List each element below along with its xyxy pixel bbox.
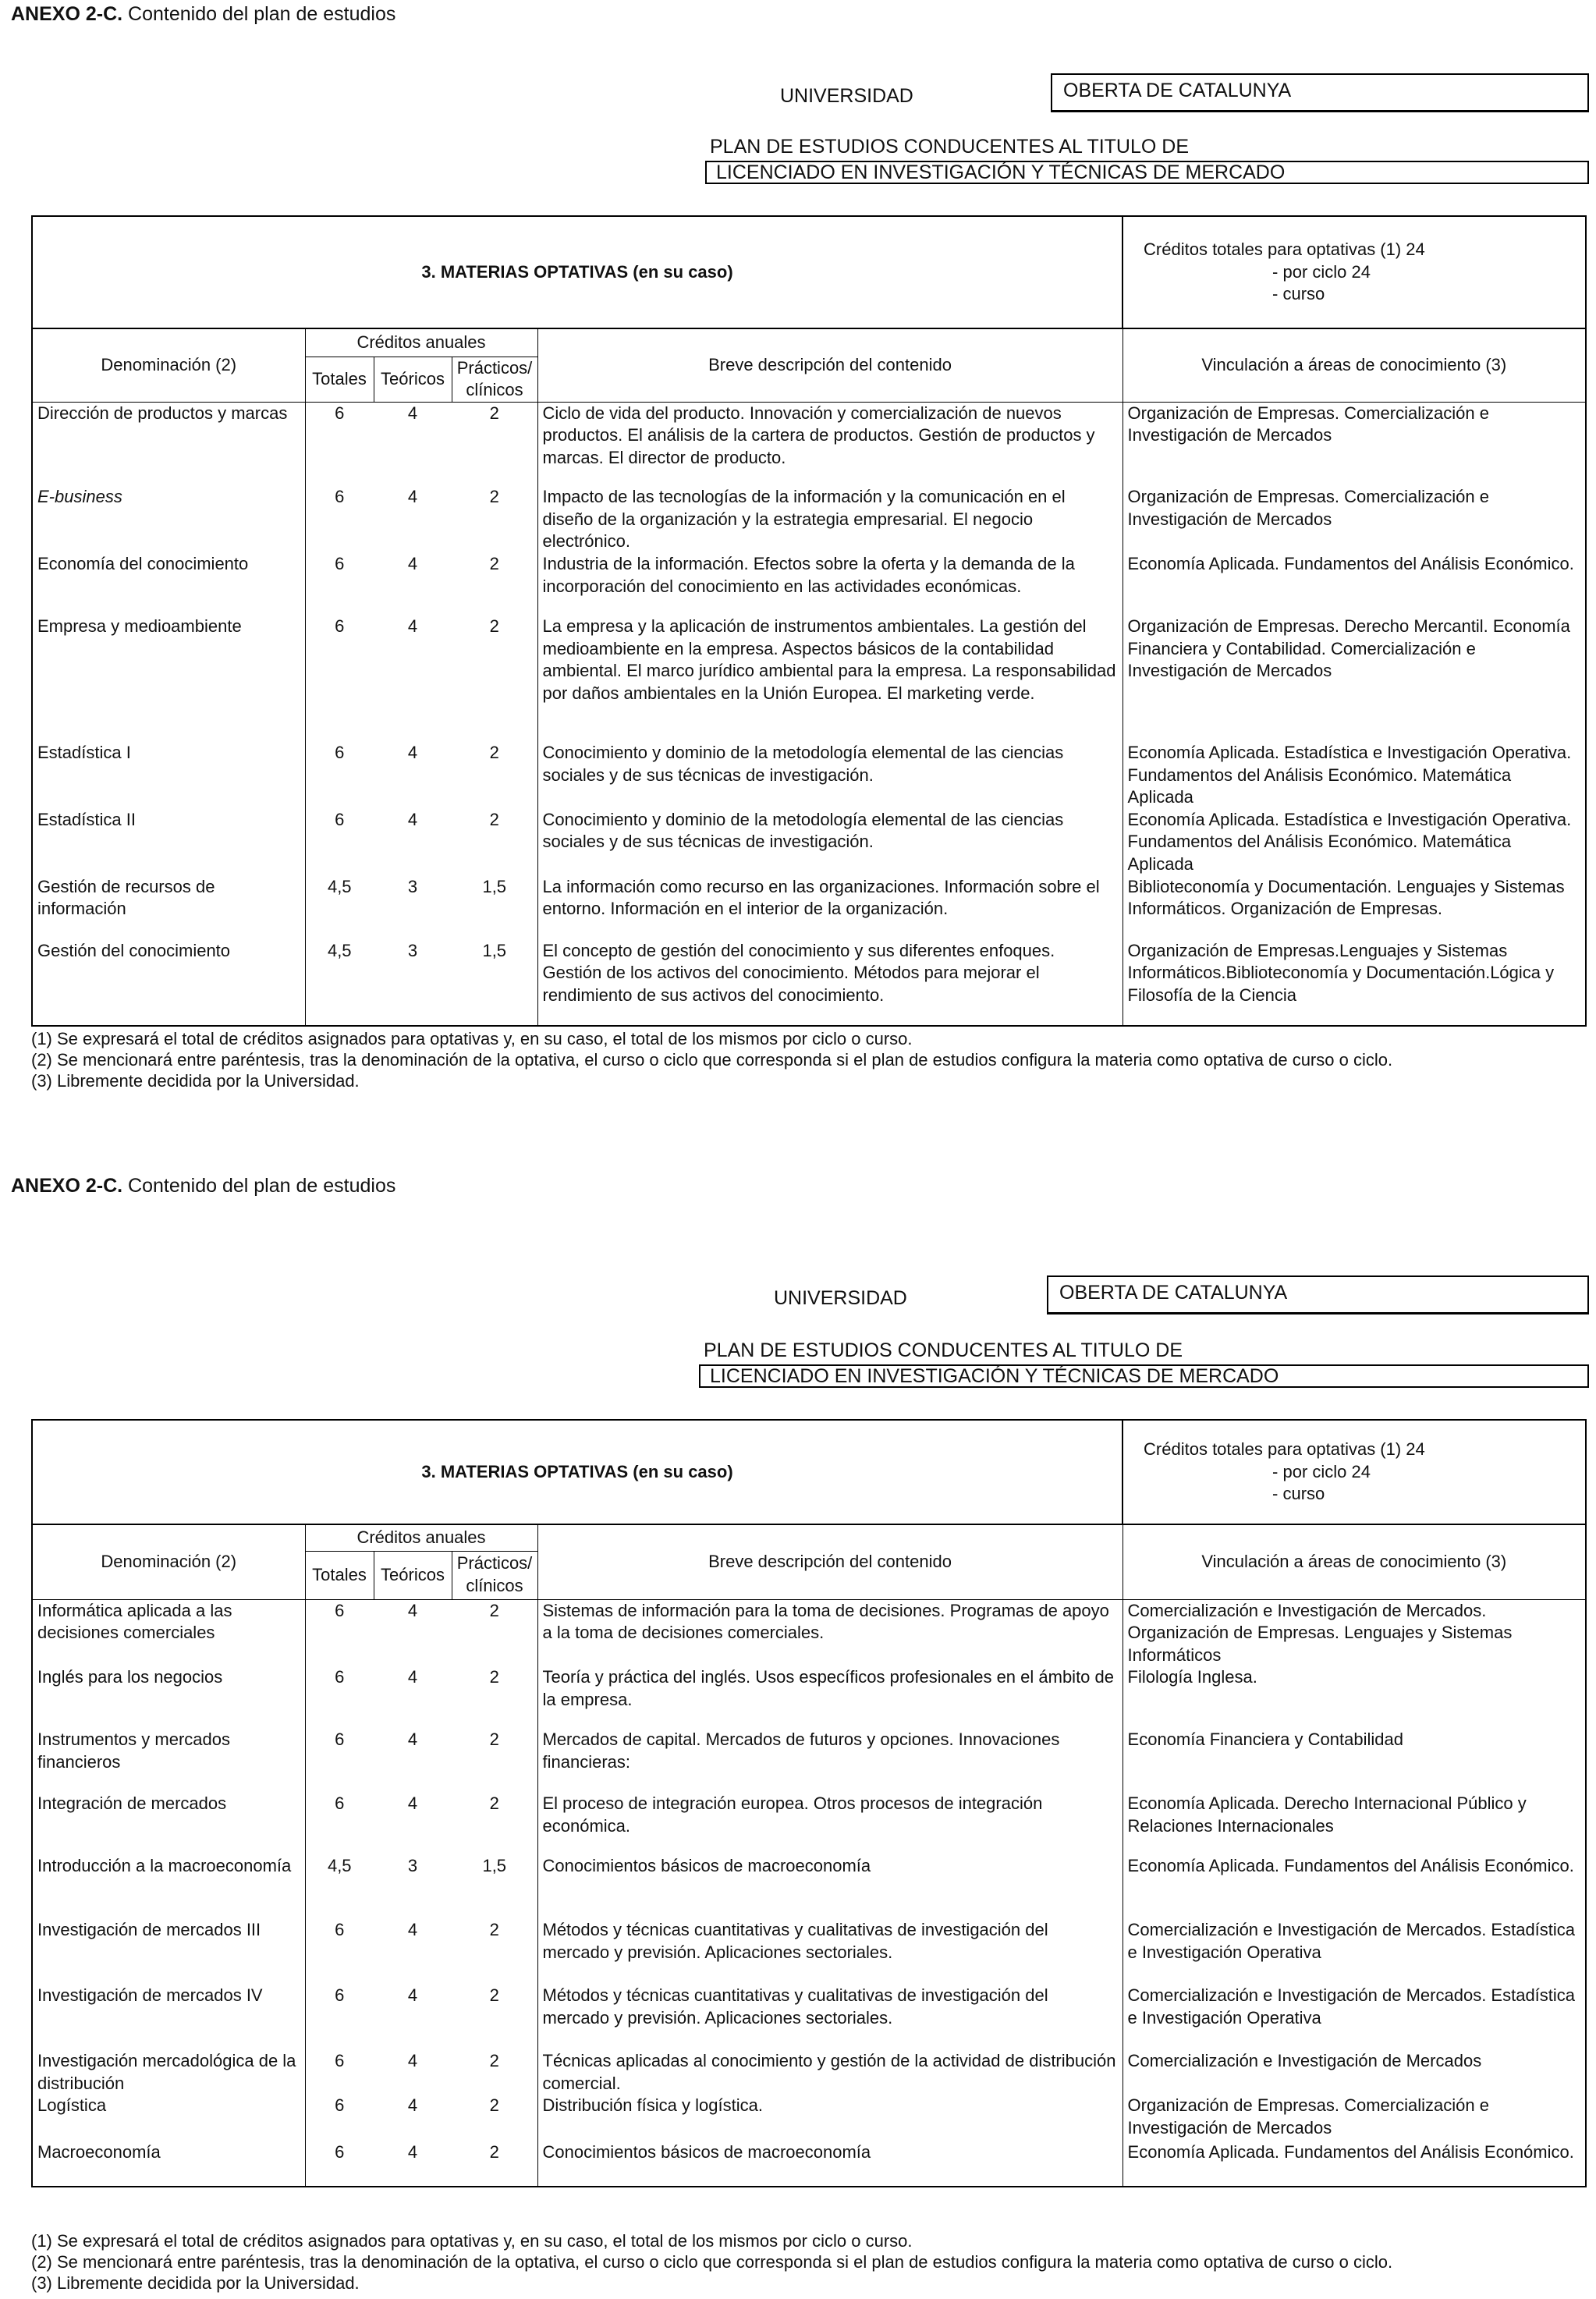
credits-practice: 1,5 [452, 1855, 537, 1919]
credits-theory: 3 [407, 876, 418, 896]
footnote-2: (2) Se mencionará entre paréntesis, tras la denominación de la optativa, el curso o ciclo que corresponda si el plan de estudios configura la materia como optativa de curso o ciclo. [31, 2252, 1393, 2272]
credits-total: 6 [305, 402, 374, 486]
knowledge-areas: Comercialización e Investigación de Mercados. Estadística e Investigación Operativa [1123, 1985, 1586, 2050]
subject-description: Industria de la información. Efectos sobre la oferta y la demanda de la incorporación del conocimiento en las actividades económicas. [537, 553, 1123, 616]
header-vinculacion: Vinculación a áreas de conocimiento (3) [1123, 1524, 1586, 1599]
table-row [32, 616, 1586, 742]
degree-title-box [699, 1364, 1589, 1388]
credits-theory: 4 [407, 403, 418, 423]
credits-theory: 4 [407, 1920, 418, 1940]
credits-total: 6 [305, 809, 374, 876]
credits-total: 6 [305, 486, 374, 553]
degree-title: LICENCIADO EN INVESTIGACIÓN Y TÉCNICAS DE MERCADO [716, 161, 1286, 183]
knowledge-areas: Organización de Empresas. Derecho Mercantil. Economía Financiera y Contabilidad. Comercialización e Investigación de Mercados [1123, 616, 1586, 742]
knowledge-areas: Organización de Empresas. Comercialización e Investigación de Mercados [1123, 2095, 1586, 2141]
credits-theory: 4 [407, 487, 418, 507]
annex-heading [11, 1173, 395, 1199]
credits-theory: 4 [407, 1600, 418, 1620]
subject-name: Economía del conocimiento [32, 553, 305, 616]
credits-theory: 4 [407, 1730, 418, 1750]
header-totales: Totales [305, 357, 374, 402]
credits-practice: 2 [452, 1666, 537, 1729]
credits-total: 6 [305, 553, 374, 616]
degree-title-box [705, 161, 1589, 184]
subject-name: Macroeconomía [32, 2141, 305, 2187]
header-practicos: Prácticos/ clínicos [452, 357, 537, 402]
table-row [32, 1985, 1586, 2050]
credits-total: 6 [305, 1599, 374, 1666]
section-title: 3. MATERIAS OPTATIVAS (en su caso) [32, 216, 1123, 328]
credits-practice: 2 [452, 2095, 537, 2141]
credits-total: 4,5 [305, 1855, 374, 1919]
header-teoricos: Teóricos [374, 357, 452, 402]
header-vinculacion: Vinculación a áreas de conocimiento (3) [1123, 328, 1586, 402]
subject-description: Sistemas de información para la toma de decisiones. Programas de apoyo a la toma de decisiones comerciales. [537, 1599, 1123, 1666]
credits-total: 6 [305, 742, 374, 809]
total-credits: Créditos totales para optativas (1) 24 [1144, 239, 1425, 260]
knowledge-areas: Economía Financiera y Contabilidad [1123, 1729, 1586, 1793]
subject-description: Métodos y técnicas cuantitativas y cualitativas de investigación del mercado y previsión. Aplicaciones sectoriales. [537, 1985, 1123, 2050]
credits-practice: 2 [452, 1793, 537, 1855]
university-name-box [1047, 1275, 1589, 1314]
subject-name: Integración de mercados [32, 1793, 305, 1855]
subject-description: Distribución física y logística. [537, 2095, 1123, 2141]
subject-description: El concepto de gestión del conocimiento y sus diferentes enfoques. Gestión de los activos del conocimiento. Métodos para mejorar el rendimiento de sus activos del conocimiento. [537, 940, 1123, 1026]
credits-practice: 2 [452, 2050, 537, 2095]
credits-total: 4,5 [305, 940, 374, 1026]
footnote-3: (3) Libremente decidida por la Universidad. [31, 1071, 360, 1091]
header-descripcion: Breve descripción del contenido [537, 328, 1123, 402]
header-totales: Totales [305, 1551, 374, 1599]
credits-practice: 2 [452, 402, 537, 486]
subject-description: Conocimientos básicos de macroeconomía [537, 2141, 1123, 2187]
credits-practice: 2 [452, 616, 537, 742]
credits-practice: 2 [452, 809, 537, 876]
total-credits-box [1123, 216, 1586, 328]
subject-name: Introducción a la macroeconomía [32, 1855, 305, 1919]
subject-name: Inglés para los negocios [32, 1666, 305, 1729]
subject-name: Investigación mercadológica de la distribución [32, 2050, 305, 2095]
credits-total: 4,5 [305, 876, 374, 940]
subject-name: Gestión de recursos de información [32, 876, 305, 940]
header-denominacion: Denominación (2) [32, 1524, 305, 1599]
credits-theory: 4 [407, 2095, 418, 2116]
knowledge-areas: Economía Aplicada. Fundamentos del Análisis Económico. [1123, 553, 1586, 616]
university-label: UNIVERSIDAD [780, 85, 913, 107]
footnote-1: (1) Se expresará el total de créditos asignados para optativas y, en su caso, el total de los mismos por ciclo o curso. [31, 1029, 913, 1048]
footnotes [31, 2230, 1392, 2294]
credits-practice: 2 [452, 1729, 537, 1793]
table-row [32, 553, 1586, 616]
subject-description: Impacto de las tecnologías de la información y la comunicación en el diseño de la organización y la estrategia empresarial. El negocio electrónico. [537, 486, 1123, 553]
credits-practice: 2 [452, 486, 537, 553]
table-row [32, 742, 1586, 809]
knowledge-areas: Organización de Empresas. Comercialización e Investigación de Mercados [1123, 486, 1586, 553]
annex-label: ANEXO 2-C. [11, 3, 123, 25]
header-denominacion: Denominación (2) [32, 328, 305, 402]
table-row [32, 1666, 1586, 1729]
credits-total: 6 [305, 1919, 374, 1985]
knowledge-areas: Comercialización e Investigación de Mercados. Organización de Empresas. Lenguajes y Sistemas Informáticos [1123, 1599, 1586, 1666]
table-row [32, 2141, 1586, 2187]
knowledge-areas: Organización de Empresas. Comercialización e Investigación de Mercados [1123, 402, 1586, 486]
credits-total: 6 [305, 616, 374, 742]
subject-name: Informática aplicada a las decisiones comerciales [32, 1599, 305, 1666]
plan-line: PLAN DE ESTUDIOS CONDUCENTES AL TITULO DE [710, 136, 1190, 158]
credits-theory: 3 [407, 1856, 418, 1876]
optional-subjects-table [31, 215, 1587, 1027]
table-row [32, 876, 1586, 940]
subject-description: La empresa y la aplicación de instrumentos ambientales. La gestión del medioambiente en la empresa. Aspectos básicos de la contabilidad ambiental. El marco jurídico ambiental para la empresa. La responsabilidad por daños ambientales en la Unión Europea. El marketing verde. [537, 616, 1123, 742]
credits-theory: 4 [407, 1985, 418, 2006]
table-row [32, 402, 1586, 486]
university-name: OBERTA DE CATALUNYA [1063, 80, 1292, 101]
subject-description: Conocimientos básicos de macroeconomía [537, 1855, 1123, 1919]
credits-theory: 3 [374, 940, 452, 1026]
total-credits-box [1123, 1420, 1586, 1524]
knowledge-areas: Economía Aplicada. Estadística e Investigación Operativa. Fundamentos del Análisis Económico. Matemática Aplicada [1123, 809, 1586, 876]
credits-total: 6 [305, 2050, 374, 2095]
knowledge-areas: Comercialización e Investigación de Mercados [1123, 2050, 1586, 2095]
total-credits: Créditos totales para optativas (1) 24 [1144, 1439, 1425, 1460]
subject-name: Logística [32, 2095, 305, 2141]
annex-heading [11, 2, 395, 27]
credits-per-cycle: - por ciclo 24 [1272, 261, 1371, 282]
knowledge-areas: Biblioteconomía y Documentación. Lenguajes y Sistemas Informáticos. Organización de Empresas. [1123, 876, 1586, 940]
table-row [32, 940, 1586, 1026]
table-row [32, 2095, 1586, 2141]
header-teoricos: Teóricos [374, 1551, 452, 1599]
annex-label: ANEXO 2-C. [11, 1175, 123, 1197]
table-row [32, 1599, 1586, 1666]
subject-name: Estadística II [32, 809, 305, 876]
table-row [32, 1793, 1586, 1855]
annex-title: Contenido del plan de estudios [122, 3, 396, 25]
subject-name: Gestión del conocimiento [32, 940, 305, 1026]
subject-description: Métodos y técnicas cuantitativas y cualitativas de investigación del mercado y previsión. Aplicaciones sectoriales. [537, 1919, 1123, 1985]
credits-theory: 4 [407, 2051, 418, 2071]
header-creditos-anuales: Créditos anuales [305, 1524, 537, 1551]
knowledge-areas: Comercialización e Investigación de Mercados. Estadística e Investigación Operativa [1123, 1919, 1586, 1985]
credits-theory: 4 [407, 742, 418, 762]
university-name-box [1051, 73, 1589, 112]
knowledge-areas: Economía Aplicada. Fundamentos del Análisis Económico. [1123, 2141, 1586, 2187]
footnote-3: (3) Libremente decidida por la Universidad. [31, 2273, 360, 2293]
credits-practice: 2 [452, 1599, 537, 1666]
section-title: 3. MATERIAS OPTATIVAS (en su caso) [32, 1420, 1123, 1524]
credits-per-course: - curso [1272, 1484, 1325, 1504]
subject-description: Teoría y práctica del inglés. Usos específicos profesionales en el ámbito de la empresa. [537, 1666, 1123, 1729]
credits-total: 6 [305, 2095, 374, 2141]
subject-name: Dirección de productos y marcas [32, 402, 305, 486]
credits-total: 6 [305, 1666, 374, 1729]
credits-total: 6 [305, 1729, 374, 1793]
credits-theory: 4 [407, 553, 418, 573]
knowledge-areas: Organización de Empresas.Lenguajes y Sistemas Informáticos.Biblioteconomía y Documentación.Lógica y Filosofía de la Ciencia [1123, 940, 1586, 1026]
annex-title: Contenido del plan de estudios [122, 1175, 396, 1197]
knowledge-areas: Filología Inglesa. [1123, 1666, 1586, 1729]
degree-title: LICENCIADO EN INVESTIGACIÓN Y TÉCNICAS DE MERCADO [710, 1365, 1279, 1387]
footnote-2: (2) Se mencionará entre paréntesis, tras la denominación de la optativa, el curso o ciclo que corresponda si el plan de estudios configura la materia como optativa de curso o ciclo. [31, 1050, 1393, 1070]
footnotes [31, 1028, 1392, 1091]
university-label: UNIVERSIDAD [774, 1287, 907, 1309]
table-row [32, 1729, 1586, 1793]
credits-theory: 4 [374, 2141, 452, 2187]
subject-name: E-business [32, 486, 305, 553]
subject-name: Investigación de mercados III [32, 1919, 305, 1985]
knowledge-areas: Economía Aplicada. Fundamentos del Análisis Económico. [1123, 1855, 1586, 1919]
credits-practice: 1,5 [452, 876, 537, 940]
header-creditos-anuales: Créditos anuales [305, 328, 537, 357]
subject-description: Conocimiento y dominio de la metodología elemental de las ciencias sociales y de sus técnicas de investigación. [537, 742, 1123, 809]
subject-description: Conocimiento y dominio de la metodología elemental de las ciencias sociales y de sus técnicas de investigación. [537, 809, 1123, 876]
credits-theory: 4 [407, 1667, 418, 1687]
footnote-1: (1) Se expresará el total de créditos asignados para optativas y, en su caso, el total de los mismos por ciclo o curso. [31, 2231, 913, 2251]
subject-name: Estadística I [32, 742, 305, 809]
knowledge-areas: Economía Aplicada. Derecho Internacional Público y Relaciones Internacionales [1123, 1793, 1586, 1855]
header-row-1 [32, 328, 1586, 357]
subject-description: Mercados de capital. Mercados de futuros y opciones. Innovaciones financieras: [537, 1729, 1123, 1793]
table-row [32, 1919, 1586, 1985]
subject-description: Técnicas aplicadas al conocimiento y gestión de la actividad de distribución comercial. [537, 2050, 1123, 2095]
table-row [32, 486, 1586, 553]
credits-theory: 4 [407, 616, 418, 636]
table-title-row [32, 1420, 1586, 1524]
subject-description: El proceso de integración europea. Otros procesos de integración económica. [537, 1793, 1123, 1855]
subject-name: Instrumentos y mercados financieros [32, 1729, 305, 1793]
subject-description: La información como recurso en las organizaciones. Información sobre el entorno. Información en el interior de la organización. [537, 876, 1123, 940]
university-name: OBERTA DE CATALUNYA [1059, 1282, 1288, 1304]
subject-description: Ciclo de vida del producto. Innovación y comercialización de nuevos productos. El análisis de la cartera de productos. Gestión de productos y marcas. El director de producto. [537, 402, 1123, 486]
credits-total: 6 [305, 2141, 374, 2187]
header-descripcion: Breve descripción del contenido [537, 1524, 1123, 1599]
credits-theory: 4 [407, 809, 418, 829]
credits-per-course: - curso [1272, 284, 1325, 304]
credits-total: 6 [305, 1985, 374, 2050]
header-practicos: Prácticos/ clínicos [452, 1551, 537, 1599]
optional-subjects-table [31, 1419, 1587, 2187]
credits-practice: 2 [452, 742, 537, 809]
table-row [32, 1855, 1586, 1919]
header-row-1 [32, 1524, 1586, 1551]
credits-practice: 2 [452, 553, 537, 616]
subject-name: Investigación de mercados IV [32, 1985, 305, 2050]
subject-name: Empresa y medioambiente [32, 616, 305, 742]
table-title-row [32, 216, 1586, 328]
plan-line: PLAN DE ESTUDIOS CONDUCENTES AL TITULO DE [704, 1339, 1183, 1361]
credits-practice: 1,5 [452, 940, 537, 1026]
knowledge-areas: Economía Aplicada. Estadística e Investigación Operativa. Fundamentos del Análisis Económico. Matemática Aplicada [1123, 742, 1586, 809]
credits-practice: 2 [452, 1919, 537, 1985]
credits-per-cycle: - por ciclo 24 [1272, 1461, 1371, 1481]
credits-practice: 2 [452, 1985, 537, 2050]
table-row [32, 809, 1586, 876]
credits-theory: 4 [407, 1793, 418, 1814]
table-row [32, 2050, 1586, 2095]
credits-total: 6 [305, 1793, 374, 1855]
credits-practice: 2 [452, 2141, 537, 2187]
